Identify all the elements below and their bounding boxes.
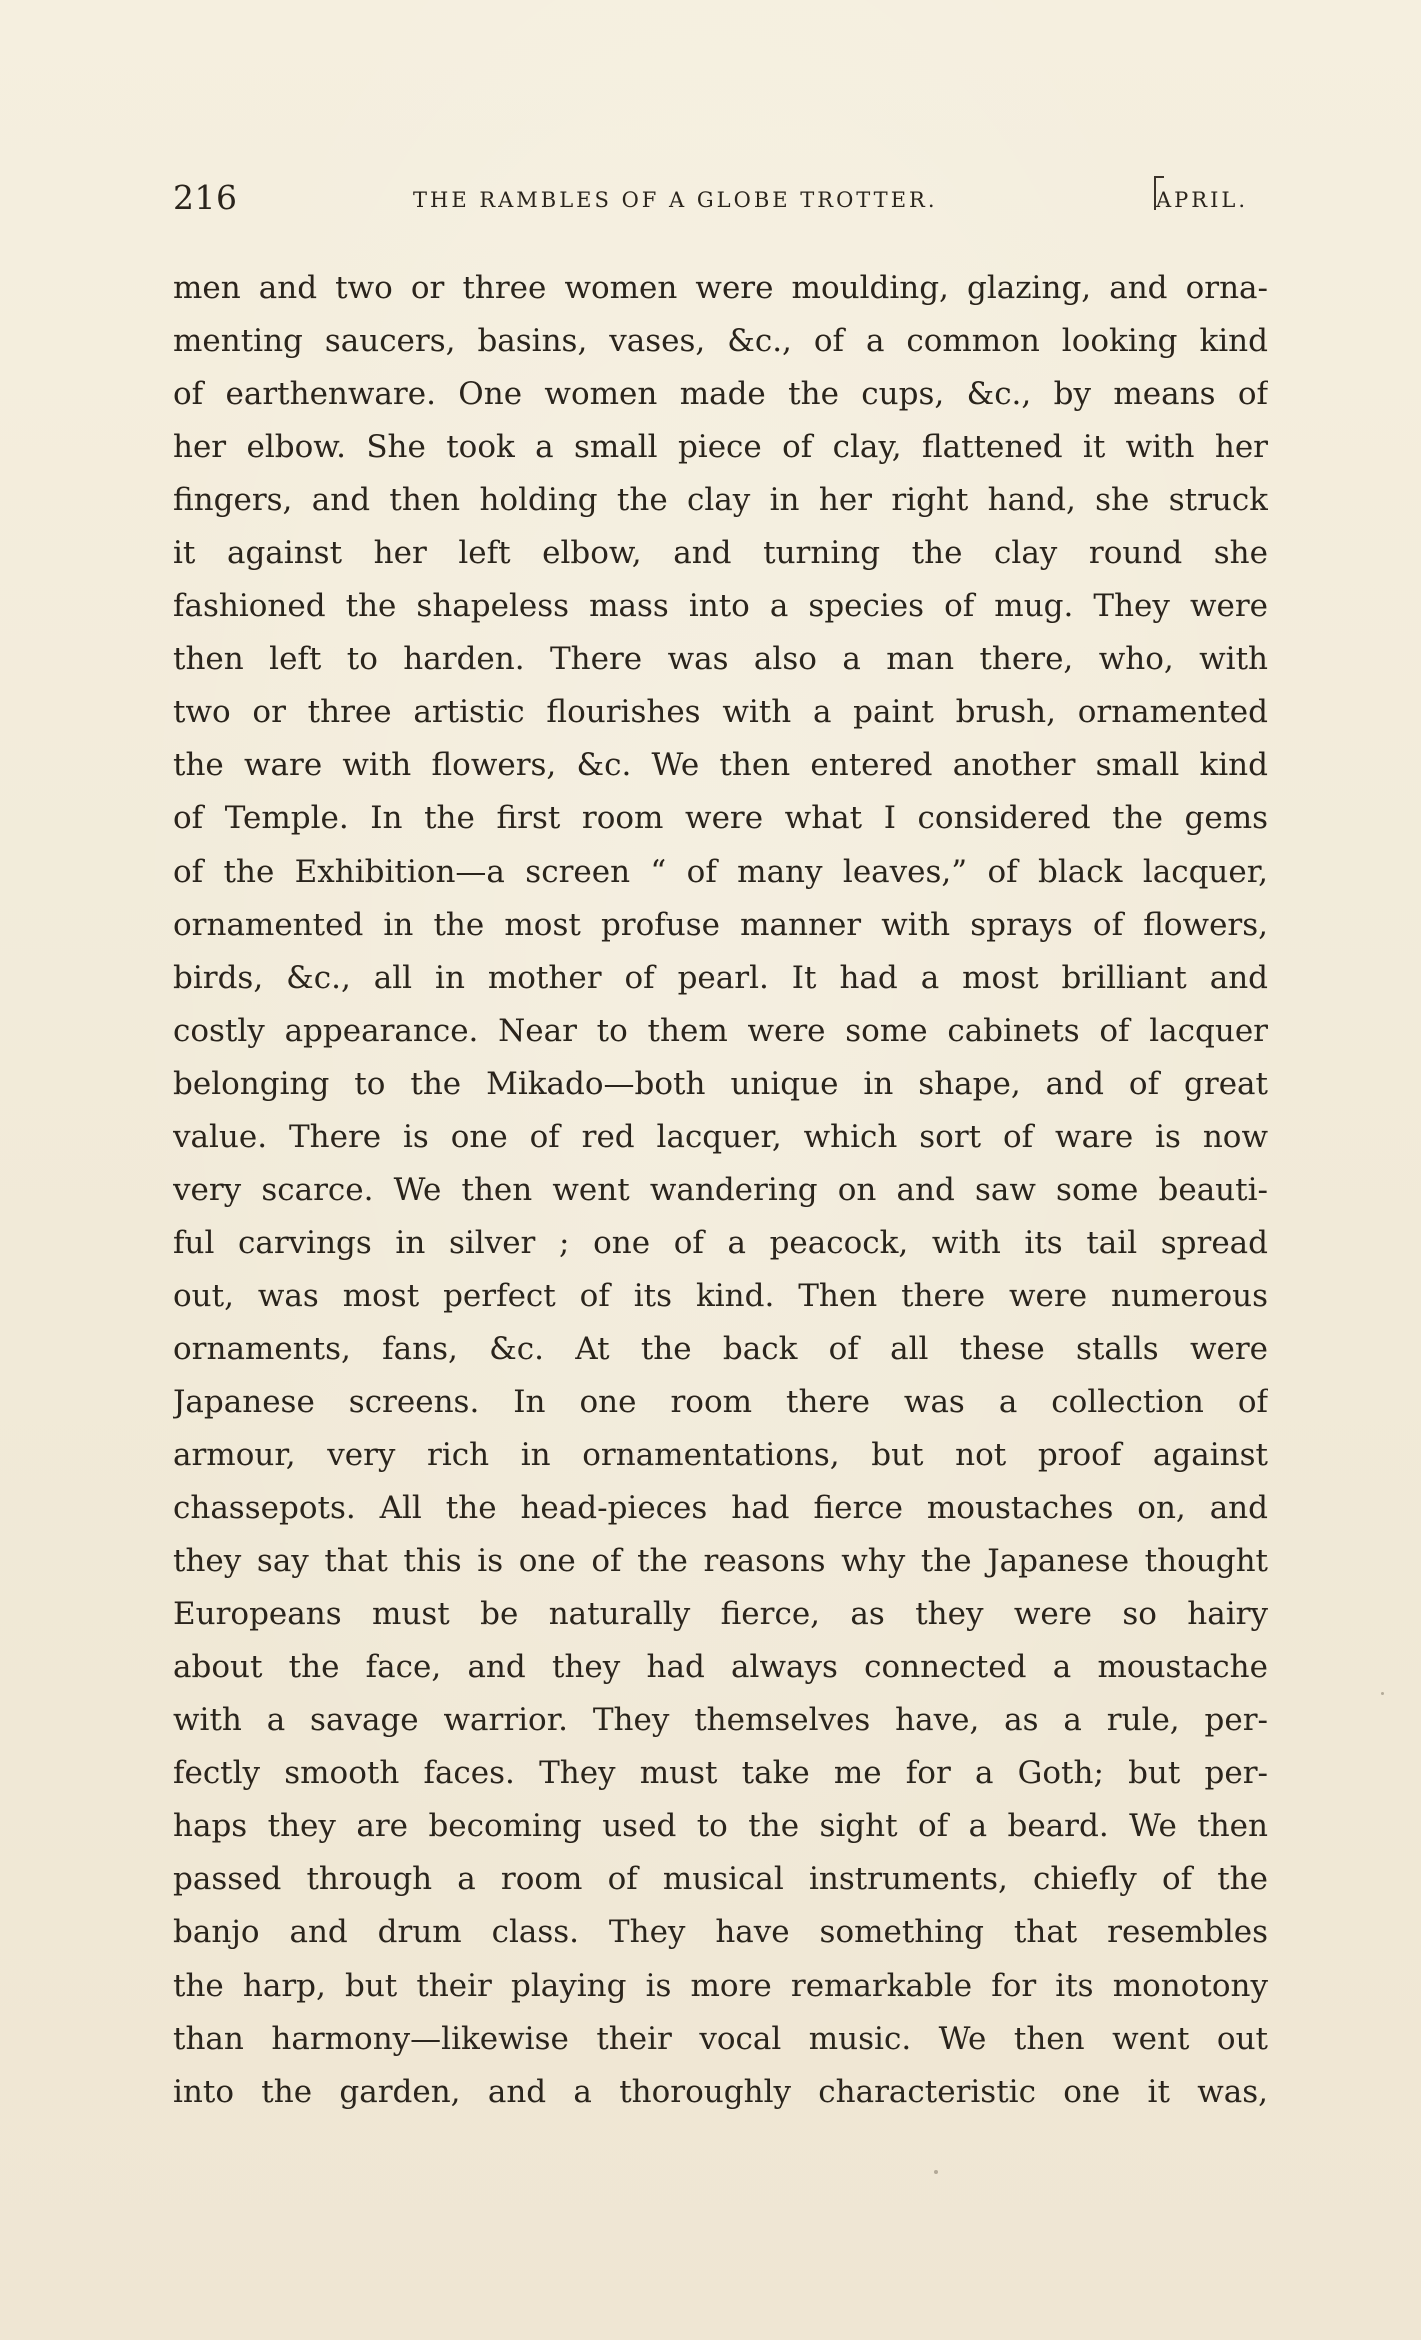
text-line: than harmony—likewise their vocal music. We then went out <box>173 2020 1268 2057</box>
text-line: then left to harden. There was also a man there, who, with <box>173 641 1268 678</box>
text-line: ornamented in the most profuse manner with sprays of flowers, <box>173 906 1268 943</box>
text-line: the ware with flowers, &c. We then entered another small kind <box>173 747 1268 784</box>
text-line: of Temple. In the first room were what I considered the gems <box>173 800 1268 837</box>
text-line: armour, very rich in ornamentations, but not proof against <box>173 1437 1268 1474</box>
text-line: of earthenware. One women made the cups, &c., by means of <box>173 376 1268 413</box>
text-line: the harp, but their playing is more remarkable for its monotony <box>173 1967 1268 2004</box>
text-line: value. There is one of red lacquer, which sort of ware is now <box>173 1118 1268 1155</box>
text-line: passed through a room of musical instruments, chiefly of the <box>173 1861 1268 1898</box>
text-line: Japanese screens. In one room there was a collection of <box>173 1383 1268 1420</box>
text-line: fashioned the shapeless mass into a species of mug. They were <box>173 588 1268 625</box>
text-line: about the face, and they had always connected a moustache <box>173 1649 1268 1686</box>
text-line: birds, &c., all in mother of pearl. It had a most brilliant and <box>173 959 1268 996</box>
text-line: Europeans must be naturally fierce, as they were so hairy <box>173 1596 1268 1633</box>
text-line: with a savage warrior. They themselves have, as a rule, per- <box>173 1702 1268 1739</box>
text-line: into the garden, and a thoroughly characteristic one it was, <box>173 2073 1268 2110</box>
text-line: her elbow. She took a small piece of clay, flattened it with her <box>173 429 1268 466</box>
text-line: belonging to the Mikado—both unique in shape, and of great <box>173 1065 1268 1102</box>
paper-speck <box>934 2170 938 2174</box>
text-line: out, was most perfect of its kind. Then there were numerous <box>173 1277 1268 1314</box>
text-line: it against her left elbow, and turning the clay round she <box>173 535 1268 572</box>
text-line: chassepots. All the head-pieces had fierce moustaches on, and <box>173 1490 1268 1527</box>
text-line: ornaments, fans, &c. At the back of all these stalls were <box>173 1330 1268 1367</box>
text-line: menting saucers, basins, vases, &c., of a common looking kind <box>173 323 1268 360</box>
text-line: banjo and drum class. They have something that resembles <box>173 1914 1268 1951</box>
running-date: APRIL. <box>1156 188 1249 212</box>
running-title: THE RAMBLES OF A GLOBE TROTTER. <box>413 188 938 212</box>
text-line: two or three artistic flourishes with a paint brush, ornamented <box>173 694 1268 731</box>
text-line: men and two or three women were moulding, glazing, and orna- <box>173 270 1268 306</box>
text-line: haps they are becoming used to the sight of a beard. We then <box>173 1808 1268 1845</box>
body-text <box>173 262 1268 2119</box>
text-line: very scarce. We then went wandering on and saw some beauti- <box>173 1171 1268 1208</box>
text-line: fectly smooth faces. They must take me for a Goth; but per- <box>173 1755 1268 1792</box>
page-number: 216 <box>173 178 238 217</box>
page-header <box>173 178 1273 222</box>
text-line: fingers, and then holding the clay in her right hand, she struck <box>173 482 1268 519</box>
text-line: ful carvings in silver ; one of a peacock, with its tail spread <box>173 1224 1268 1261</box>
text-line: of the Exhibition—a screen “ of many leaves,” of black lacquer, <box>173 853 1268 890</box>
text-line: they say that this is one of the reasons why the Japanese thought <box>173 1543 1268 1580</box>
text-line: costly appearance. Near to them were some cabinets of lacquer <box>173 1012 1268 1049</box>
paper-speck <box>1381 1692 1384 1695</box>
